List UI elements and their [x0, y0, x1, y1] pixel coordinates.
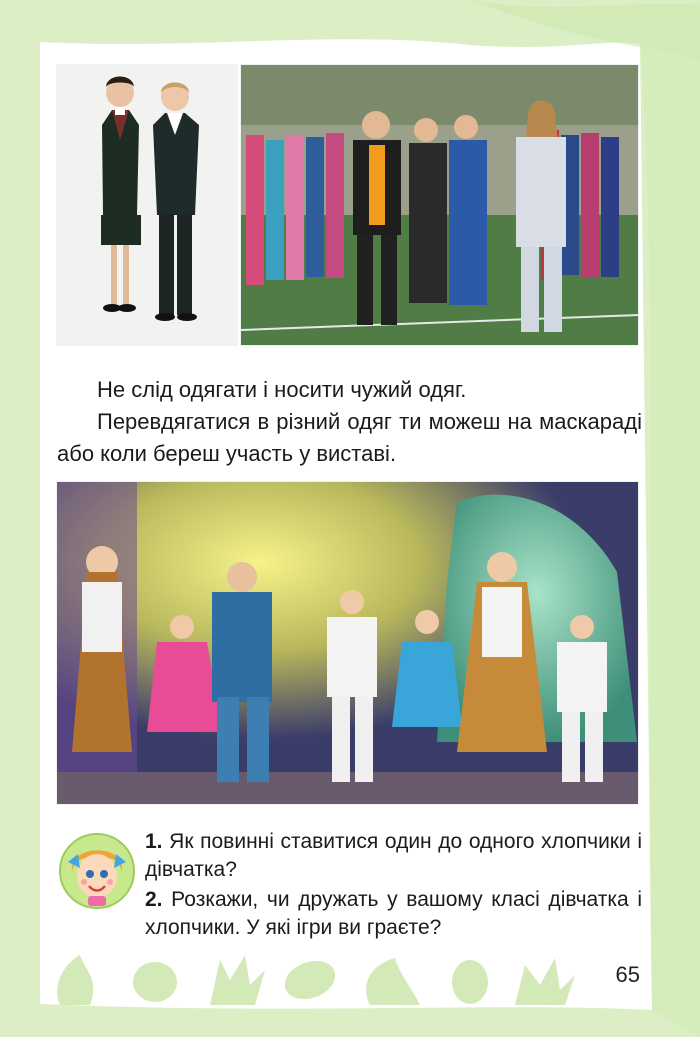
leaf-icon: [366, 958, 420, 1005]
leaf-icon: [57, 955, 93, 1005]
leaf-icon: [515, 958, 575, 1005]
stage-performance-photo: [57, 482, 638, 804]
decorative-leaves: [50, 950, 590, 1010]
school-uniform-photo: [57, 65, 237, 345]
question-1: [145, 828, 642, 884]
leaf-icon: [279, 954, 340, 1006]
question-2-number: 2.: [145, 888, 163, 911]
paragraph-line-2: Перевдягатися в різний одяг ти можеш на маскараді або коли береш участь у виставі.: [57, 409, 642, 466]
leaf-icon: [210, 955, 265, 1005]
question-1-number: 1.: [145, 830, 163, 853]
sportswear-lineup-photo: [241, 65, 638, 345]
leaf-icon: [452, 960, 488, 1004]
girl-mascot-icon: [58, 832, 136, 910]
questions-block: [145, 828, 642, 944]
question-2: [145, 886, 642, 942]
leaf-icon: [133, 962, 177, 1002]
question-1-text: Як повинні ставитися один до одного хлопчики і дівчатка?: [145, 830, 643, 881]
page-number: 65: [615, 962, 640, 987]
question-2-text: Розкажи, чи дружать у вашому класі дівчатка і хлопчики. У які ігри ви граєте?: [145, 888, 642, 939]
main-paragraph: [57, 374, 642, 470]
paragraph-line-1: Не слід одягати і носити чужий одяг.: [97, 377, 467, 402]
